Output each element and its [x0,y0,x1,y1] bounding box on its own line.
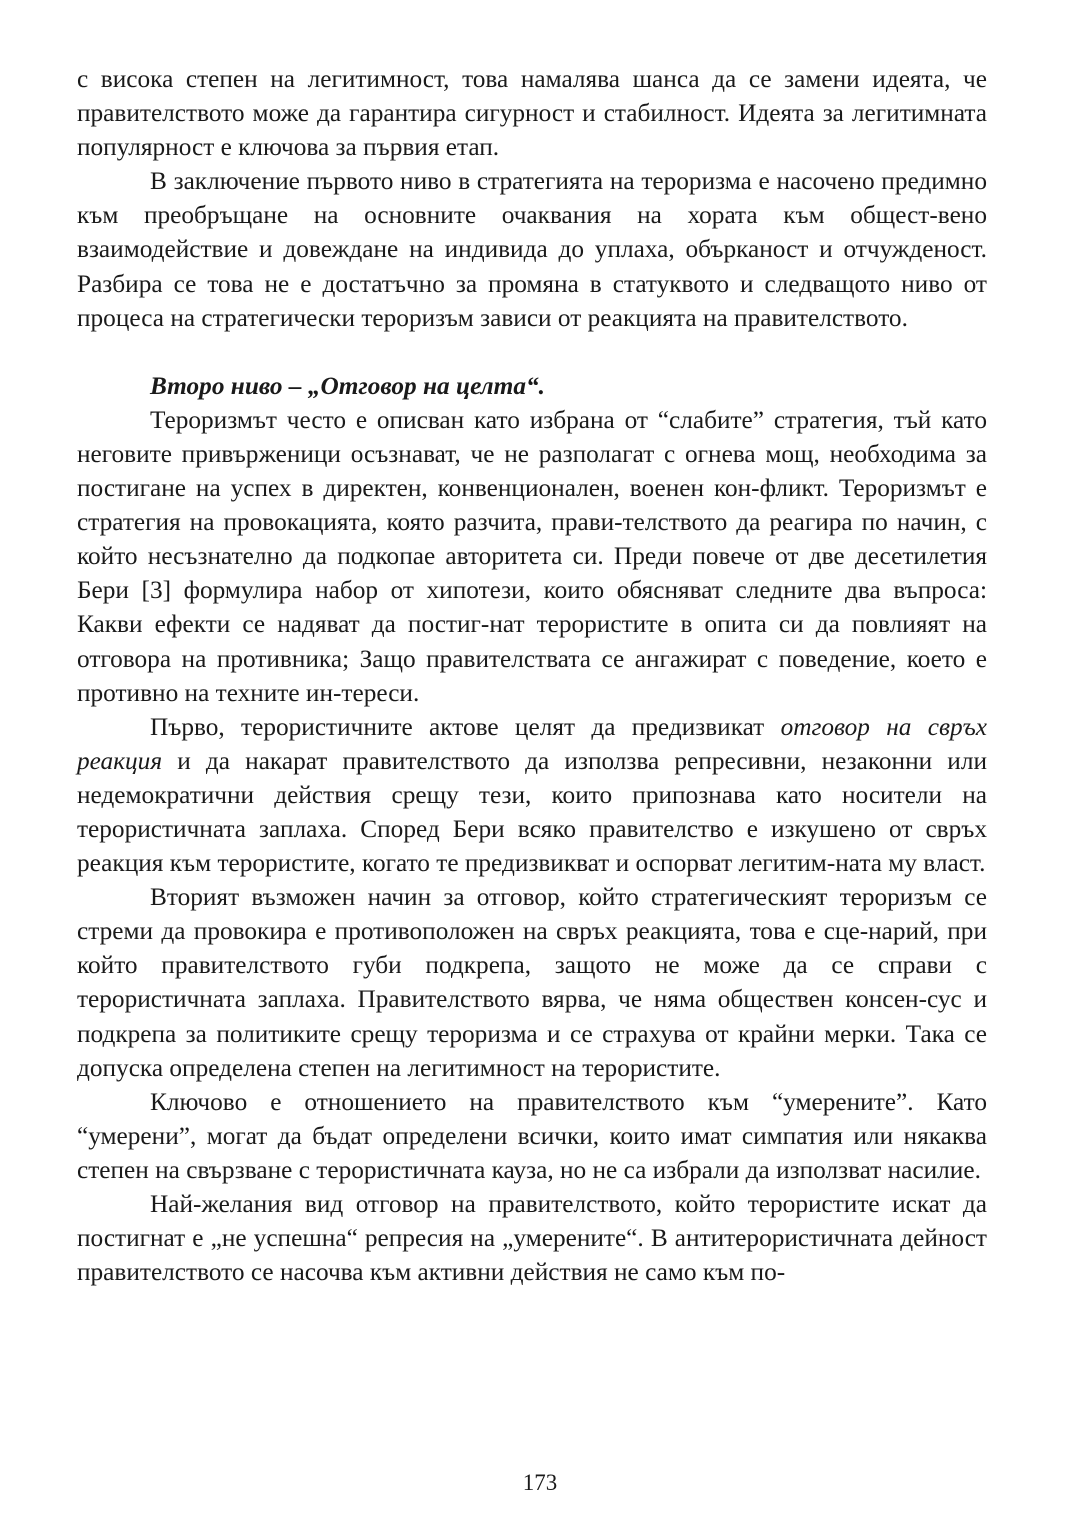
section-heading: Второ ниво – „Отговор на целта“. [150,371,545,400]
paragraph-terrorism-strategy: Тероризмът често е описван като избрана от “слабите” стратегия, тъй като неговите привърженици осъзнават, че не разполагат с огнева мощ, необходима за постигане на успех в директен, конвенционален, военен кон-фликт. Тероризмът е стратегия на провокацията, която разчита, прави-телството да реагира по начин, с който несъзнателно да подкопае авторитета си. Преди повече от две десетилетия Бери [3] формулира набор от хипотези, които обясняват следните два въпроса: Какви ефекти се надяват да постиг-нат терористите в опита си да повлияят на отговора на противника; Защо правителствата се ангажират с поведение, което е противно на техните ин-тереси. [77,405,987,707]
italic-term: отговор на свръх реакция [77,712,987,775]
paragraph-overreaction [77,710,987,880]
paragraph-moderates: Ключово е отношението на правителството към “умерените”. Като “умерени”, могат да бъдат определени всички, които имат симпатия или някаква степен на свързване с терористичната кауза, но не са избрали да използват насилие. [77,1087,987,1184]
paragraph-continuation: с висока степен на легитимност, това намалява шанса да се замени идеята, че правителството може да гарантира сигурност и стабилност. Идеята за легитимната популярност е ключова за първия етап. [77,65,987,162]
paragraph-second-response: Вторият възможен начин за отговор, който стратегическият тероризъм се стреми да провокира е противоположен на свръх реакцията, това е сце-нарий, при който правителството губи подкрепа, защото не може да се справи с терористичната заплаха. Правителството вярва, че няма обществен консен-сус и подкрепа за политиките срещу тероризма и се страхува от крайни мерки. Така се допуска определена степен на легитимност на терористите. [77,883,987,1082]
document-body [77,62,987,1289]
paragraph-desired-response: Най-желания вид отговор на правителството, който терористите искат да постигнат е „не успешна“ репресия на „умерените“. В антитерористичната дейност правителството се насочва към активни действия не само към по- [77,1190,987,1287]
paragraph-overreaction-end: и да накарат правителството да използва репресивни, незаконни или недемократични действия срещу тези, които припознава като носители на терористичната заплаха. Според Бери всяко правителство е изкушено от свръх реакция към терористите, когато те предизвикват и оспорват легитим-ната му власт. [77,746,987,878]
blank-line [77,335,987,369]
page-number: 173 [522,1470,558,1495]
paragraph-conclusion: В заключение първото ниво в стратегията на тероризма е насочено предимно към преобръщане на основните очаквания на хората към общест-вено взаимодействие и довеждане на индивида до уплаха, обърканост и отчужденост. Разбира се това не е достатъчно за промяна в статуквото и следващото ниво от процеса на стратегически тероризъм зависи от реакцията на правителството. [77,167,987,332]
paragraph-overreaction-start: Първо, терористичните актове целят да предизвикат [150,712,781,741]
